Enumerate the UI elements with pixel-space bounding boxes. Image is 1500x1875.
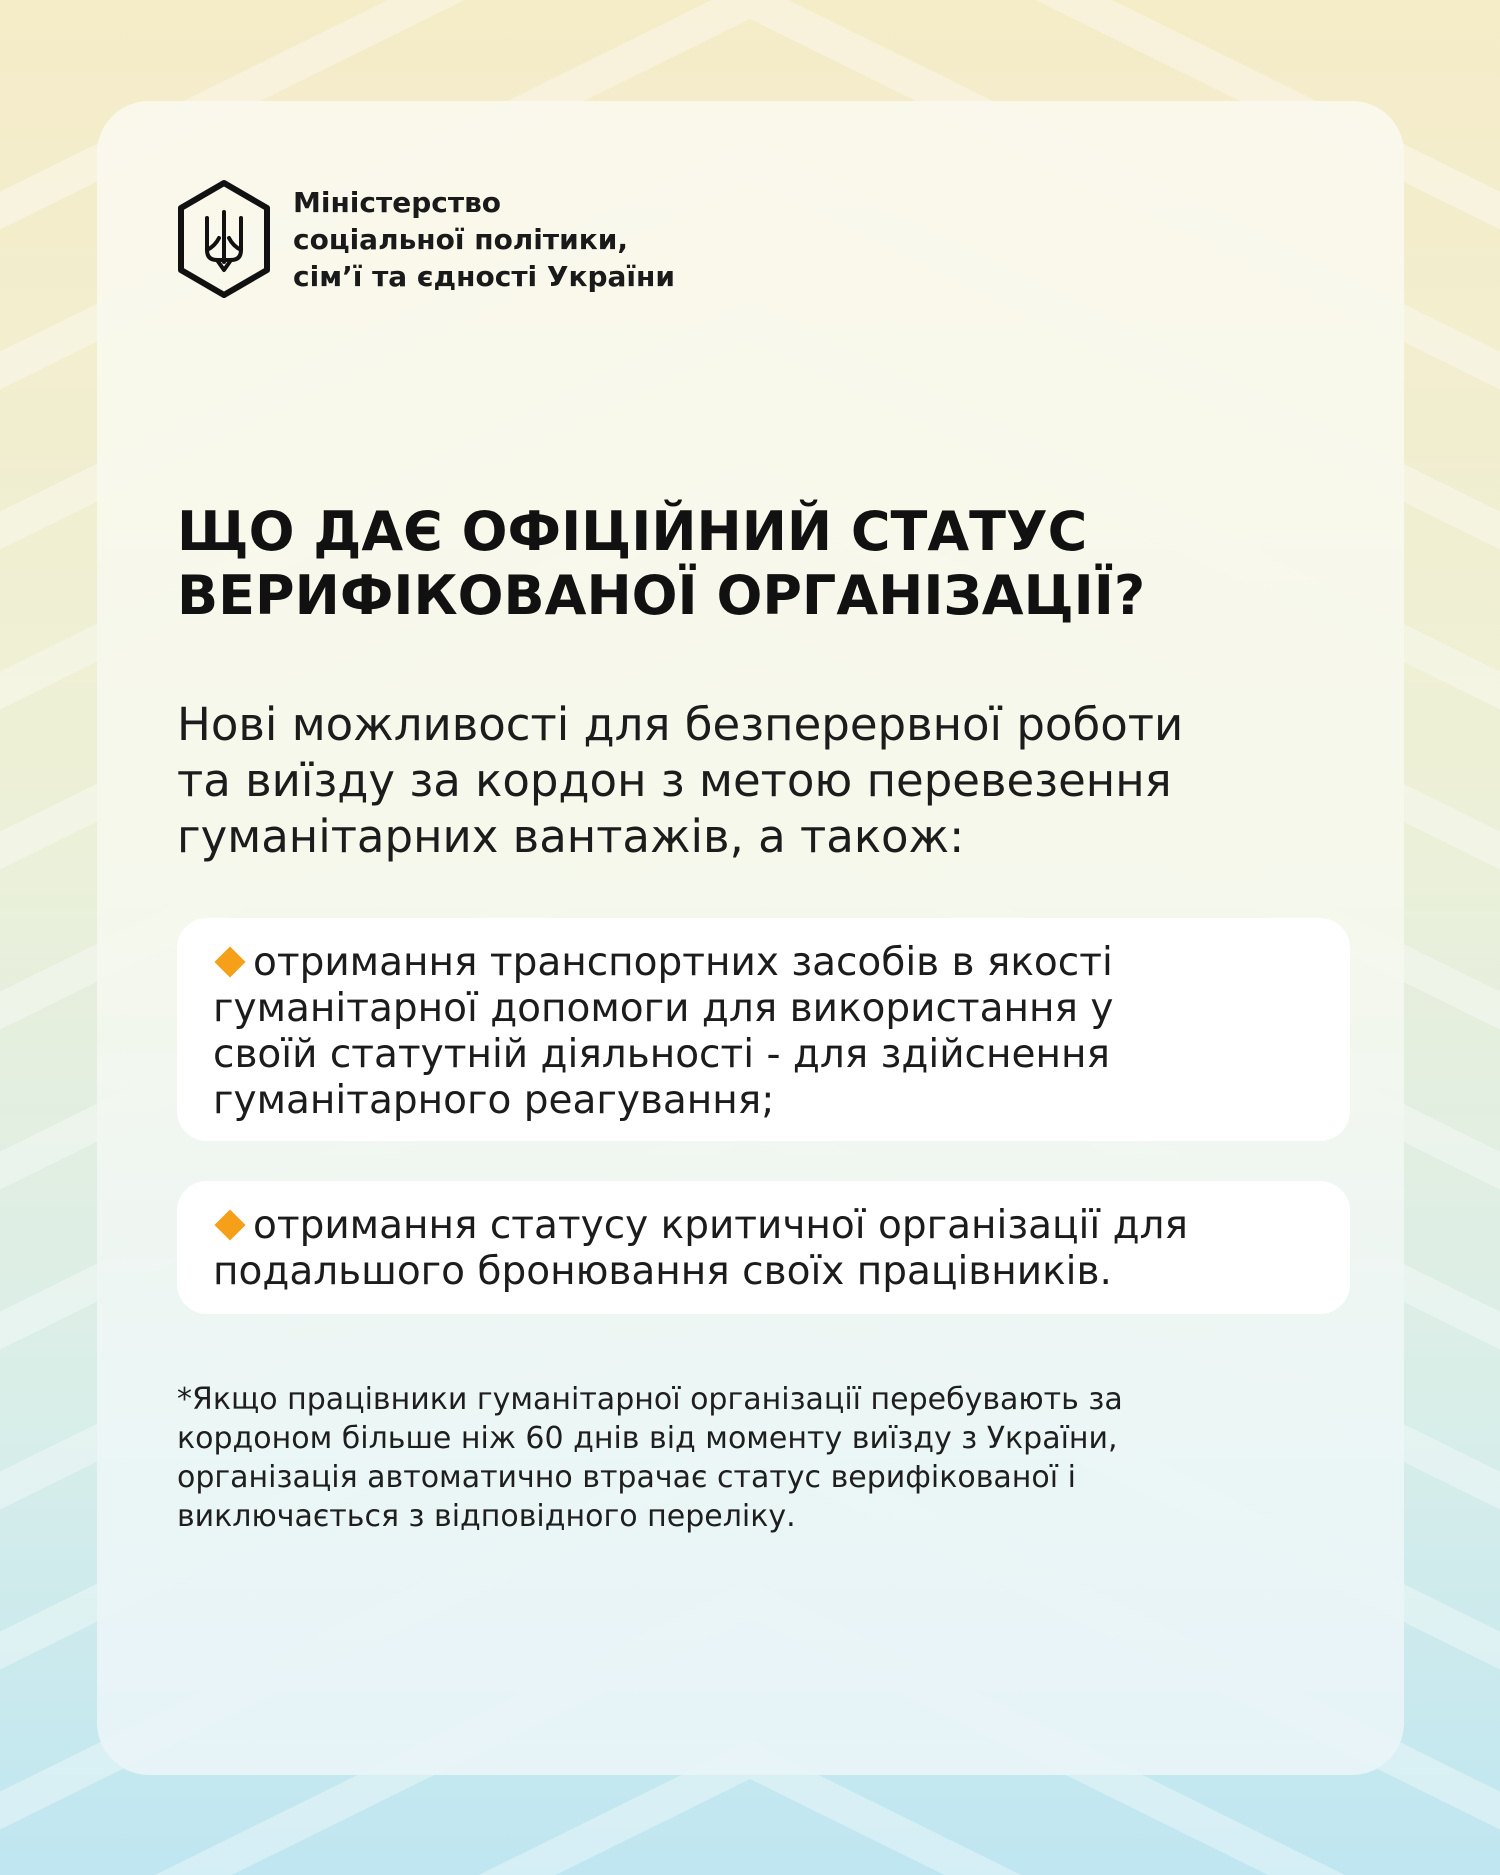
footnote-line-1: *Якщо працівники гуманітарної організації перебувають за — [177, 1382, 1123, 1417]
footnote-line-4: виключається з відповідного переліку. — [177, 1499, 796, 1534]
ministry-logo — [175, 178, 675, 300]
benefit-card-vehicles — [177, 918, 1350, 1141]
page-title — [177, 500, 1327, 628]
benefit-text — [213, 1203, 1350, 1295]
benefit-line-3: своїй статутній діяльності - для здійснення — [213, 1032, 1110, 1077]
benefit-text — [213, 940, 1350, 1124]
benefit-line-2: гуманітарної допомоги для використання у — [213, 986, 1114, 1031]
title-line-2: ВЕРИФІКОВАНОЇ ОРГАНІЗАЦІЇ? — [177, 564, 1146, 627]
footnote — [177, 1380, 1357, 1536]
trident-icon — [175, 178, 273, 300]
ministry-name — [293, 184, 675, 295]
intro-line-2: та виїзду за кордон з метою перевезення — [177, 754, 1172, 807]
title-line-1: ЩО ДАЄ ОФІЦІЙНИЙ СТАТУС — [177, 500, 1088, 563]
benefit-line-1: отримання транспортних засобів в якості — [253, 940, 1113, 985]
diamond-bullet-icon — [214, 946, 245, 977]
benefit-line-1: отримання статусу критичної організації для — [253, 1203, 1188, 1248]
benefit-card-critical-status — [177, 1181, 1350, 1314]
footnote-line-2: кордоном більше ніж 60 днів від моменту виїзду з України, — [177, 1421, 1118, 1456]
benefit-line — [213, 1203, 1350, 1249]
ministry-name-line-3: сім’ї та єдності України — [293, 259, 675, 293]
footnote-line-3: організація автоматично втрачає статус верифікованої і — [177, 1460, 1076, 1495]
ministry-name-line-2: соціальної політики, — [293, 222, 629, 256]
benefit-line-2: подальшого бронювання своїх працівників. — [213, 1249, 1112, 1294]
intro-line-1: Нові можливості для безперервної роботи — [177, 698, 1184, 751]
ministry-name-line-1: Міністерство — [293, 185, 502, 219]
benefit-line-4: гуманітарного реагування; — [213, 1078, 775, 1123]
intro-text — [177, 697, 1377, 865]
intro-line-3: гуманітарних вантажів, а також: — [177, 810, 965, 863]
diamond-bullet-icon — [214, 1209, 245, 1240]
benefit-line — [213, 940, 1350, 986]
